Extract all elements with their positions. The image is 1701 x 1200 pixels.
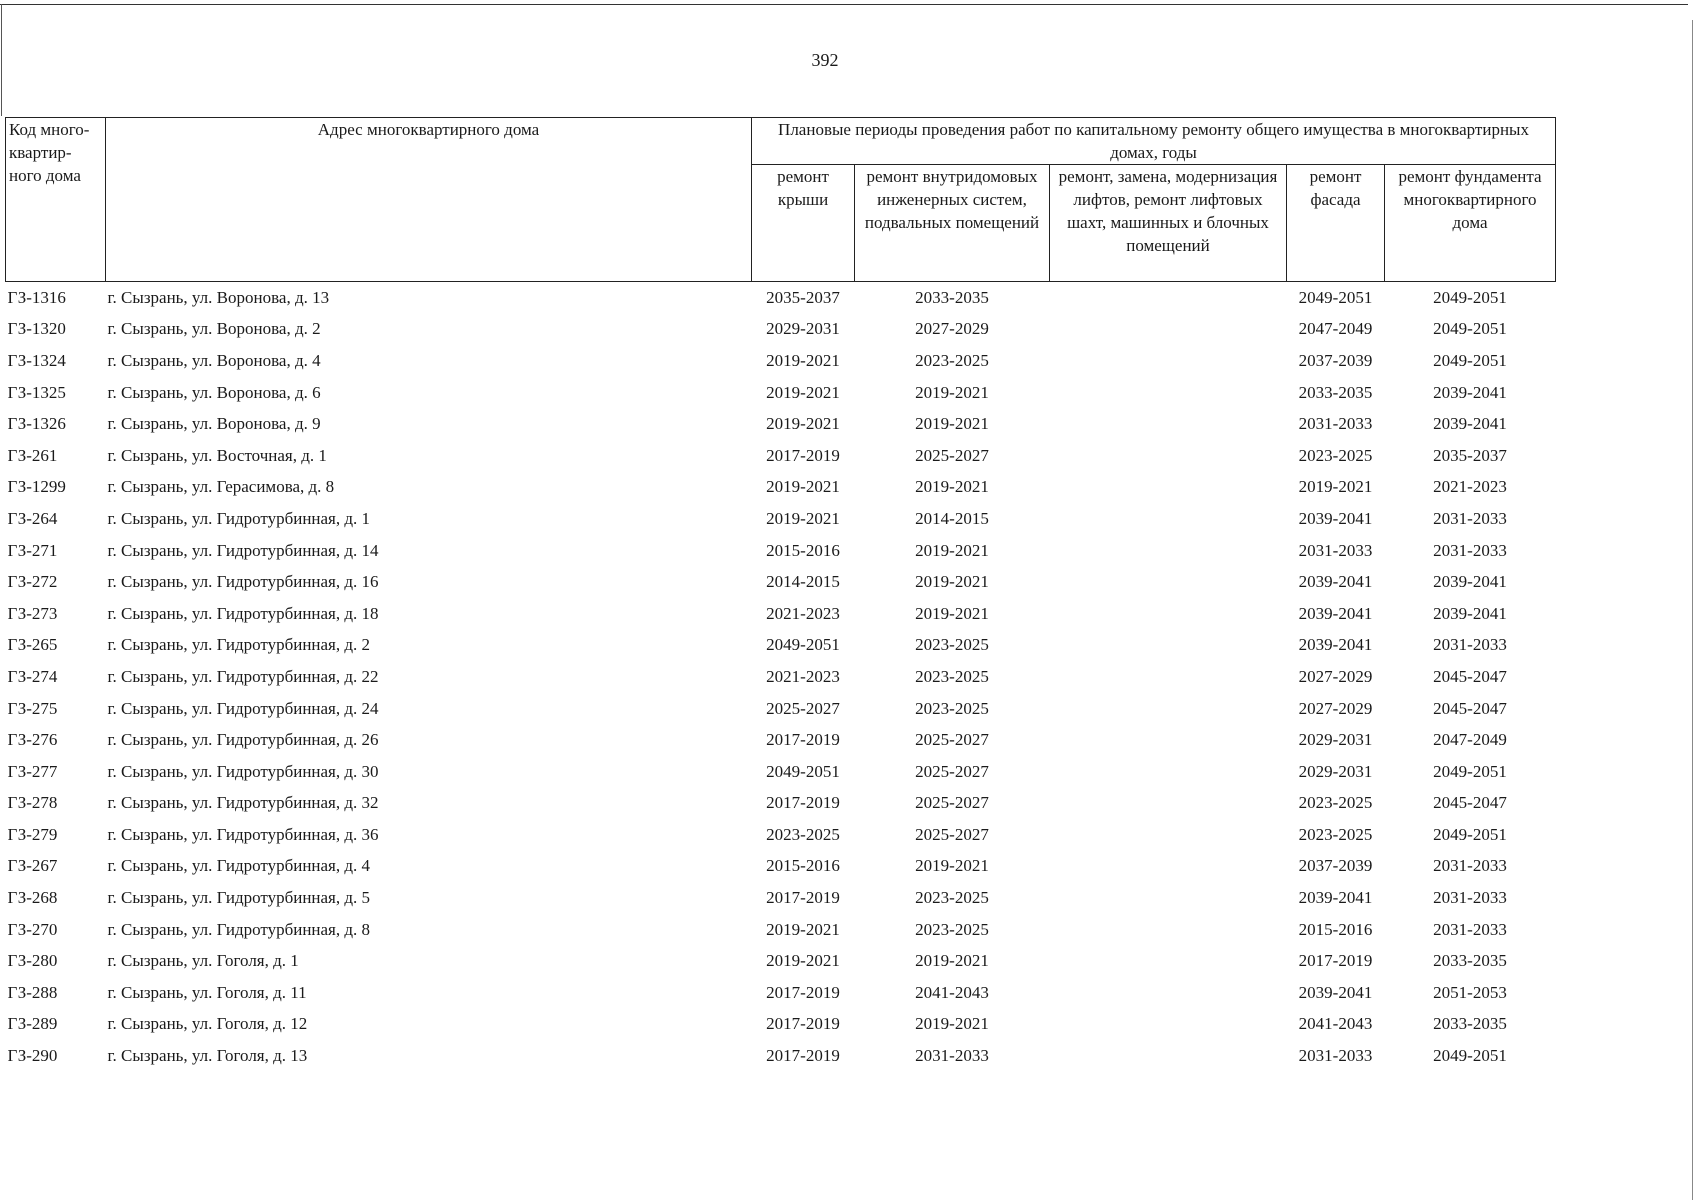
cell-foundation: 2039-2041 <box>1433 414 1507 434</box>
cell-lifts <box>1050 1009 1287 1041</box>
cell-lifts <box>1050 408 1287 440</box>
cell-facade: 2039-2041 <box>1298 982 1373 1002</box>
table-row <box>6 1009 1556 1041</box>
cell-address: г. Сызрань, ул. Воронова, д. 13 <box>107 287 330 307</box>
cell-facade: 2031-2033 <box>1298 414 1373 434</box>
cell-address: г. Сызрань, ул. Гоголя, д. 1 <box>107 951 299 971</box>
cell-foundation: 2049-2051 <box>1433 761 1507 781</box>
cell-facade: 2037-2039 <box>1298 856 1373 876</box>
cell-code: ГЗ-290 <box>7 1046 58 1066</box>
cell-facade: 2039-2041 <box>1298 572 1373 592</box>
cell-roof: 2017-2019 <box>766 1014 840 1034</box>
cell-facade: 2027-2029 <box>1298 666 1373 686</box>
cell-lifts <box>1050 472 1287 504</box>
cell-engineering: 2019-2021 <box>915 1014 989 1034</box>
cell-address: г. Сызрань, ул. Гидротурбинная, д. 1 <box>107 508 371 528</box>
cell-roof: 2017-2019 <box>766 1046 840 1066</box>
cell-address: г. Сызрань, ул. Восточная, д. 1 <box>107 445 327 465</box>
cell-code: ГЗ-1324 <box>7 350 66 370</box>
header-roof: ремонт крыши <box>752 165 855 282</box>
table-row <box>6 945 1556 977</box>
cell-engineering: 2025-2027 <box>915 824 989 844</box>
cell-engineering: 2025-2027 <box>915 445 989 465</box>
table-row <box>6 1040 1556 1072</box>
cell-foundation: 2047-2049 <box>1433 730 1507 750</box>
cell-code: ГЗ-271 <box>7 540 58 560</box>
table-header <box>6 118 1556 282</box>
table-row <box>6 914 1556 946</box>
cell-engineering: 2023-2025 <box>915 919 989 939</box>
cell-facade: 2019-2021 <box>1298 477 1373 497</box>
cell-address: г. Сызрань, ул. Гидротурбинная, д. 22 <box>107 666 379 686</box>
cell-foundation: 2031-2033 <box>1433 888 1507 908</box>
cell-roof: 2049-2051 <box>766 761 840 781</box>
cell-code: ГЗ-289 <box>7 1014 58 1034</box>
cell-address: г. Сызрань, ул. Гидротурбинная, д. 4 <box>107 856 371 876</box>
cell-roof: 2015-2016 <box>766 540 840 560</box>
cell-code: ГЗ-265 <box>7 635 58 655</box>
cell-engineering: 2031-2033 <box>915 1046 989 1066</box>
cell-code: ГЗ-1320 <box>7 319 66 339</box>
cell-code: ГЗ-279 <box>7 824 58 844</box>
header-foundation: ремонт фундамента многоквартирного дома <box>1385 165 1556 282</box>
cell-engineering: 2023-2025 <box>915 666 989 686</box>
cell-roof: 2021-2023 <box>766 603 840 623</box>
table-row <box>6 882 1556 914</box>
cell-facade: 2039-2041 <box>1298 888 1373 908</box>
cell-foundation: 2039-2041 <box>1433 382 1507 402</box>
cell-engineering: 2019-2021 <box>915 382 989 402</box>
cell-facade: 2029-2031 <box>1298 730 1373 750</box>
table-row <box>6 440 1556 472</box>
cell-foundation: 2045-2047 <box>1433 698 1507 718</box>
cell-code: ГЗ-270 <box>7 919 58 939</box>
cell-lifts <box>1050 535 1287 567</box>
cell-code: ГЗ-1325 <box>7 382 66 402</box>
cell-facade: 2023-2025 <box>1298 445 1373 465</box>
cell-foundation: 2033-2035 <box>1433 1014 1507 1034</box>
table-row <box>6 724 1556 756</box>
cell-address: г. Сызрань, ул. Воронова, д. 9 <box>107 414 321 434</box>
table-body <box>6 282 1556 1072</box>
table-row <box>6 282 1556 314</box>
cell-engineering: 2033-2035 <box>915 287 989 307</box>
table-row <box>6 851 1556 883</box>
cell-address: г. Сызрань, ул. Гидротурбинная, д. 36 <box>107 824 379 844</box>
cell-lifts <box>1050 598 1287 630</box>
cell-code: ГЗ-272 <box>7 572 58 592</box>
table-row <box>6 693 1556 725</box>
cell-foundation: 2049-2051 <box>1433 1046 1507 1066</box>
scan-frame-top <box>0 4 1688 5</box>
cell-address: г. Сызрань, ул. Гоголя, д. 13 <box>107 1046 308 1066</box>
cell-address: г. Сызрань, ул. Гидротурбинная, д. 8 <box>107 919 371 939</box>
cell-engineering: 2025-2027 <box>915 730 989 750</box>
cell-lifts <box>1050 630 1287 662</box>
cell-foundation: 2039-2041 <box>1433 603 1507 623</box>
cell-foundation: 2035-2037 <box>1433 445 1507 465</box>
cell-engineering: 2019-2021 <box>915 951 989 971</box>
cell-foundation: 2045-2047 <box>1433 666 1507 686</box>
cell-roof: 2017-2019 <box>766 445 840 465</box>
cell-engineering: 2019-2021 <box>915 572 989 592</box>
cell-lifts <box>1050 1040 1287 1072</box>
cell-lifts <box>1050 977 1287 1009</box>
table-row <box>6 661 1556 693</box>
cell-foundation: 2049-2051 <box>1433 319 1507 339</box>
cell-roof: 2049-2051 <box>766 635 840 655</box>
cell-facade: 2039-2041 <box>1298 603 1373 623</box>
header-code: Код много-квартир-ного дома <box>6 118 106 282</box>
cell-foundation: 2031-2033 <box>1433 540 1507 560</box>
cell-foundation: 2049-2051 <box>1433 824 1507 844</box>
cell-roof: 2019-2021 <box>766 350 840 370</box>
cell-facade: 2033-2035 <box>1298 382 1373 402</box>
cell-roof: 2014-2015 <box>766 572 840 592</box>
cell-foundation: 2049-2051 <box>1433 350 1507 370</box>
cell-lifts <box>1050 851 1287 883</box>
cell-roof: 2019-2021 <box>766 919 840 939</box>
cell-foundation: 2033-2035 <box>1433 951 1507 971</box>
cell-facade: 2037-2039 <box>1298 350 1373 370</box>
cell-roof: 2019-2021 <box>766 414 840 434</box>
cell-code: ГЗ-264 <box>7 508 58 528</box>
cell-facade: 2023-2025 <box>1298 824 1373 844</box>
cell-facade: 2029-2031 <box>1298 761 1373 781</box>
cell-foundation: 2031-2033 <box>1433 635 1507 655</box>
cell-code: ГЗ-1299 <box>7 477 66 497</box>
cell-address: г. Сызрань, ул. Гидротурбинная, д. 24 <box>107 698 379 718</box>
cell-code: ГЗ-1316 <box>7 287 66 307</box>
table-row <box>6 535 1556 567</box>
table-row <box>6 314 1556 346</box>
cell-lifts <box>1050 788 1287 820</box>
table-row <box>6 408 1556 440</box>
cell-engineering: 2025-2027 <box>915 761 989 781</box>
cell-address: г. Сызрань, ул. Гидротурбинная, д. 30 <box>107 761 379 781</box>
cell-code: ГЗ-275 <box>7 698 58 718</box>
cell-address: г. Сызрань, ул. Гидротурбинная, д. 18 <box>107 603 379 623</box>
cell-engineering: 2027-2029 <box>915 319 989 339</box>
cell-roof: 2017-2019 <box>766 793 840 813</box>
cell-engineering: 2041-2043 <box>915 982 989 1002</box>
cell-address: г. Сызрань, ул. Герасимова, д. 8 <box>107 477 335 497</box>
cell-code: ГЗ-280 <box>7 951 58 971</box>
header-planned-periods: Плановые периоды проведения работ по капитальному ремонту общего имущества в многоквартирных домах, годы <box>752 118 1556 165</box>
cell-address: г. Сызрань, ул. Гидротурбинная, д. 2 <box>107 635 371 655</box>
cell-lifts <box>1050 756 1287 788</box>
cell-engineering: 2023-2025 <box>915 698 989 718</box>
cell-facade: 2027-2029 <box>1298 698 1373 718</box>
scan-frame-left <box>1 4 2 116</box>
cell-roof: 2017-2019 <box>766 982 840 1002</box>
cell-foundation: 2045-2047 <box>1433 793 1507 813</box>
table-row <box>6 472 1556 504</box>
cell-lifts <box>1050 693 1287 725</box>
cell-facade: 2041-2043 <box>1298 1014 1373 1034</box>
cell-roof: 2019-2021 <box>766 951 840 971</box>
cell-code: ГЗ-261 <box>7 445 58 465</box>
cell-engineering: 2019-2021 <box>915 477 989 497</box>
cell-roof: 2017-2019 <box>766 730 840 750</box>
cell-lifts <box>1050 440 1287 472</box>
cell-engineering: 2019-2021 <box>915 603 989 623</box>
cell-engineering: 2014-2015 <box>915 508 989 528</box>
cell-foundation: 2031-2033 <box>1433 919 1507 939</box>
cell-lifts <box>1050 882 1287 914</box>
cell-facade: 2039-2041 <box>1298 508 1373 528</box>
cell-code: ГЗ-277 <box>7 761 58 781</box>
cell-facade: 2017-2019 <box>1298 951 1373 971</box>
cell-address: г. Сызрань, ул. Гидротурбинная, д. 26 <box>107 730 379 750</box>
cell-code: ГЗ-288 <box>7 982 58 1002</box>
cell-address: г. Сызрань, ул. Гидротурбинная, д. 32 <box>107 793 379 813</box>
cell-code: ГЗ-274 <box>7 666 58 686</box>
cell-lifts <box>1050 661 1287 693</box>
cell-engineering: 2019-2021 <box>915 414 989 434</box>
header-lifts: ремонт, замена, модернизация лифтов, ремонт лифтовых шахт, машинных и блочных помещений <box>1050 165 1287 282</box>
page-number: 392 <box>811 50 839 70</box>
cell-code: ГЗ-1326 <box>7 414 66 434</box>
cell-foundation: 2039-2041 <box>1433 572 1507 592</box>
cell-roof: 2029-2031 <box>766 319 840 339</box>
table-row <box>6 503 1556 535</box>
cell-lifts <box>1050 819 1287 851</box>
cell-engineering: 2023-2025 <box>915 635 989 655</box>
table-row <box>6 566 1556 598</box>
cell-facade: 2047-2049 <box>1298 319 1373 339</box>
cell-code: ГЗ-278 <box>7 793 58 813</box>
cell-lifts <box>1050 945 1287 977</box>
cell-code: ГЗ-268 <box>7 888 58 908</box>
cell-code: ГЗ-273 <box>7 603 58 623</box>
cell-lifts <box>1050 377 1287 409</box>
cell-lifts <box>1050 566 1287 598</box>
cell-foundation: 2049-2051 <box>1433 287 1507 307</box>
cell-roof: 2017-2019 <box>766 888 840 908</box>
table-row <box>6 377 1556 409</box>
table-row <box>6 819 1556 851</box>
cell-engineering: 2019-2021 <box>915 540 989 560</box>
cell-foundation: 2021-2023 <box>1433 477 1507 497</box>
cell-address: г. Сызрань, ул. Гидротурбинная, д. 16 <box>107 572 379 592</box>
cell-address: г. Сызрань, ул. Воронова, д. 2 <box>107 319 321 339</box>
header-engineering: ремонт внутридомовых инженерных систем, подвальных помещений <box>855 165 1050 282</box>
cell-engineering: 2019-2021 <box>915 856 989 876</box>
cell-lifts <box>1050 314 1287 346</box>
cell-address: г. Сызрань, ул. Воронова, д. 6 <box>107 382 321 402</box>
cell-facade: 2023-2025 <box>1298 793 1373 813</box>
cell-address: г. Сызрань, ул. Гидротурбинная, д. 5 <box>107 888 371 908</box>
cell-engineering: 2023-2025 <box>915 888 989 908</box>
table-row <box>6 345 1556 377</box>
table-row <box>6 756 1556 788</box>
cell-lifts <box>1050 914 1287 946</box>
cell-facade: 2049-2051 <box>1298 287 1373 307</box>
scan-frame-right <box>1692 20 1693 1200</box>
cell-facade: 2031-2033 <box>1298 540 1373 560</box>
cell-roof: 2025-2027 <box>766 698 840 718</box>
cell-foundation: 2051-2053 <box>1433 982 1507 1002</box>
cell-lifts <box>1050 503 1287 535</box>
cell-roof: 2023-2025 <box>766 824 840 844</box>
cell-lifts <box>1050 282 1287 314</box>
table-row <box>6 977 1556 1009</box>
header-address: Адрес многоквартирного дома <box>106 118 752 282</box>
cell-code: ГЗ-267 <box>7 856 58 876</box>
cell-roof: 2021-2023 <box>766 666 840 686</box>
cell-roof: 2019-2021 <box>766 477 840 497</box>
cell-roof: 2019-2021 <box>766 508 840 528</box>
cell-facade: 2039-2041 <box>1298 635 1373 655</box>
cell-code: ГЗ-276 <box>7 730 58 750</box>
cell-address: г. Сызрань, ул. Гоголя, д. 12 <box>107 1014 308 1034</box>
cell-foundation: 2031-2033 <box>1433 508 1507 528</box>
table-row <box>6 598 1556 630</box>
cell-lifts <box>1050 345 1287 377</box>
header-facade: ремонт фасада <box>1287 165 1385 282</box>
cell-engineering: 2025-2027 <box>915 793 989 813</box>
cell-roof: 2035-2037 <box>766 287 840 307</box>
cell-facade: 2015-2016 <box>1298 919 1373 939</box>
cell-facade: 2031-2033 <box>1298 1046 1373 1066</box>
table-row <box>6 630 1556 662</box>
cell-foundation: 2031-2033 <box>1433 856 1507 876</box>
cell-roof: 2015-2016 <box>766 856 840 876</box>
table-row <box>6 788 1556 820</box>
cell-address: г. Сызрань, ул. Гоголя, д. 11 <box>107 982 307 1002</box>
cell-engineering: 2023-2025 <box>915 350 989 370</box>
cell-address: г. Сызрань, ул. Воронова, д. 4 <box>107 350 321 370</box>
capital-repair-table <box>5 117 1556 1072</box>
cell-lifts <box>1050 724 1287 756</box>
cell-roof: 2019-2021 <box>766 382 840 402</box>
cell-address: г. Сызрань, ул. Гидротурбинная, д. 14 <box>107 540 379 560</box>
